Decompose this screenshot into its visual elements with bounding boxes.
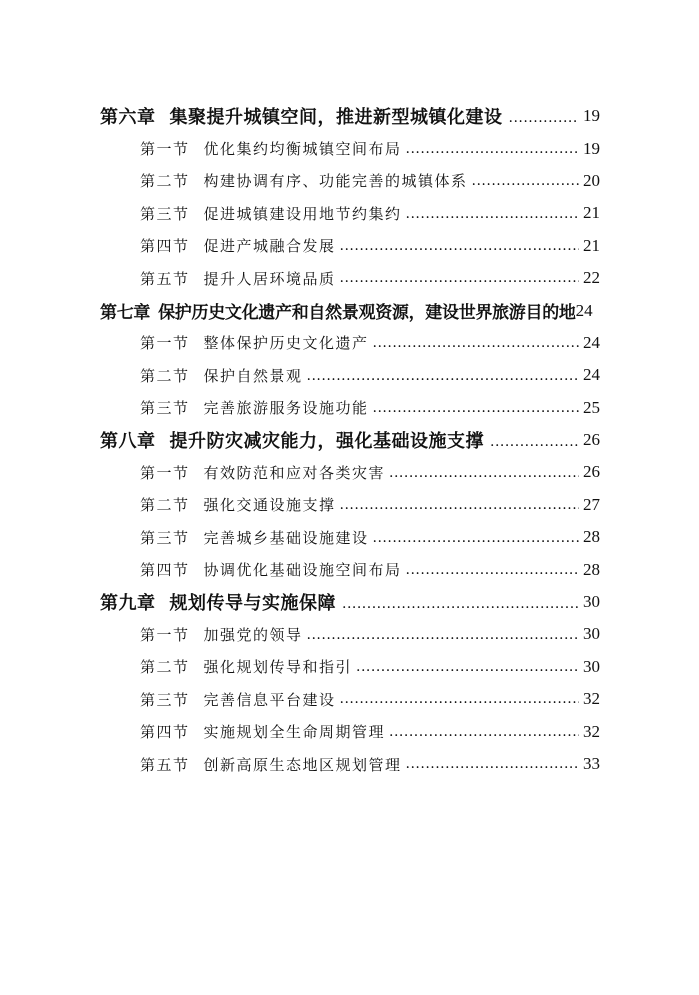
dot-leader	[509, 106, 580, 126]
section-number: 第四节	[140, 237, 190, 256]
dot-leader	[472, 173, 579, 190]
chapter-title: 保护历史文化遗产和自然景观资源，建设世界旅游目的地	[158, 303, 576, 324]
table-of-contents	[0, 100, 699, 780]
toc-section-9-4[interactable]	[0, 715, 600, 747]
toc-section-8-3[interactable]	[0, 521, 600, 553]
toc-section-8-2[interactable]	[0, 489, 600, 521]
section-number: 第五节	[140, 269, 190, 288]
section-title: 创新高原生态地区规划管理	[203, 755, 402, 774]
toc-section-6-3[interactable]	[0, 197, 600, 229]
chapter-number: 第七章	[100, 303, 151, 324]
section-number: 第一节	[140, 463, 190, 482]
toc-chapter-8[interactable]	[0, 424, 600, 456]
page-number: 25	[583, 397, 600, 417]
dot-leader	[340, 270, 579, 287]
dot-leader	[340, 691, 579, 708]
chapter-number: 第八章	[100, 431, 156, 453]
chapter-title: 提升防灾减灾能力，强化基础设施支撑	[169, 431, 484, 453]
page-number: 32	[583, 721, 600, 741]
dot-leader	[406, 756, 579, 773]
section-title: 有效防范和应对各类灾害	[203, 463, 386, 482]
toc-chapter-9[interactable]	[0, 586, 600, 618]
page-number: 21	[583, 235, 600, 255]
section-title: 促进城镇建设用地节约集约	[203, 204, 402, 223]
section-number: 第三节	[140, 690, 190, 709]
section-title: 完善信息平台建设	[203, 690, 336, 709]
dot-leader	[373, 529, 579, 546]
section-number: 第二节	[140, 366, 190, 385]
dot-leader	[340, 238, 579, 255]
section-title: 完善城乡基础设施建设	[203, 528, 369, 547]
toc-section-9-5[interactable]	[0, 748, 600, 780]
toc-section-7-1[interactable]	[0, 327, 600, 359]
page-number: 27	[583, 494, 600, 514]
dot-leader	[373, 399, 579, 416]
page-number: 20	[583, 170, 600, 190]
section-title: 完善旅游服务设施功能	[203, 399, 369, 418]
section-number: 第三节	[140, 204, 190, 223]
section-number: 第一节	[140, 334, 190, 353]
toc-section-7-3[interactable]	[0, 392, 600, 424]
dot-leader	[340, 497, 579, 514]
section-title: 加强党的领导	[203, 625, 303, 644]
dot-leader	[406, 205, 579, 222]
page-number: 26	[583, 462, 600, 482]
section-title: 强化交通设施支撑	[203, 496, 336, 515]
toc-section-9-1[interactable]	[0, 618, 600, 650]
section-number: 第三节	[140, 528, 190, 547]
toc-section-6-1[interactable]	[0, 132, 600, 164]
toc-section-6-4[interactable]	[0, 230, 600, 262]
dot-leader	[389, 464, 579, 481]
dot-leader	[307, 367, 579, 384]
toc-chapter-7[interactable]	[0, 294, 600, 326]
section-number: 第二节	[140, 172, 190, 191]
page-number: 30	[583, 624, 600, 644]
section-number: 第四节	[140, 723, 190, 742]
dot-leader	[406, 140, 579, 157]
section-title: 构建协调有序、功能完善的城镇体系	[203, 172, 468, 191]
page-number: 32	[583, 689, 600, 709]
page-number: 19	[583, 106, 600, 126]
chapter-number: 第九章	[100, 593, 156, 615]
section-title: 整体保护历史文化遗产	[203, 334, 369, 353]
page-number: 21	[583, 203, 600, 223]
toc-section-9-3[interactable]	[0, 683, 600, 715]
section-title: 强化规划传导和指引	[203, 658, 353, 677]
chapter-title: 规划传导与实施保障	[169, 593, 336, 615]
dot-leader	[373, 335, 579, 352]
page-number: 26	[583, 430, 600, 450]
page-number: 24	[583, 365, 600, 385]
chapter-number: 第六章	[100, 107, 156, 129]
toc-section-7-2[interactable]	[0, 359, 600, 391]
page-number: 24	[583, 332, 600, 352]
page-number: 22	[583, 268, 600, 288]
section-number: 第二节	[140, 496, 190, 515]
section-number: 第四节	[140, 561, 190, 580]
page-number: 28	[583, 527, 600, 547]
page-number: 24	[575, 300, 593, 320]
section-number: 第五节	[140, 755, 190, 774]
section-number: 第一节	[140, 625, 190, 644]
section-title: 保护自然景观	[203, 366, 303, 385]
section-title: 优化集约均衡城镇空间布局	[203, 140, 402, 159]
toc-section-6-2[interactable]	[0, 165, 600, 197]
section-title: 实施规划全生命周期管理	[203, 723, 386, 742]
section-title: 协调优化基础设施空间布局	[203, 561, 402, 580]
dot-leader	[389, 723, 579, 740]
dot-leader	[342, 592, 579, 612]
toc-section-8-4[interactable]	[0, 553, 600, 585]
dot-leader	[356, 659, 579, 676]
page-number: 28	[583, 559, 600, 579]
section-number: 第一节	[140, 140, 190, 159]
page-number: 30	[583, 656, 600, 676]
toc-section-9-2[interactable]	[0, 651, 600, 683]
dot-leader	[307, 626, 579, 643]
page-number: 30	[583, 592, 600, 612]
section-title: 促进产城融合发展	[203, 237, 336, 256]
section-number: 第三节	[140, 399, 190, 418]
toc-chapter-6[interactable]	[0, 100, 600, 132]
section-title: 提升人居环境品质	[203, 269, 336, 288]
toc-section-8-1[interactable]	[0, 456, 600, 488]
page-number: 33	[583, 754, 600, 773]
chapter-title: 集聚提升城镇空间，推进新型城镇化建设	[169, 107, 503, 129]
dot-leader	[406, 561, 579, 578]
dot-leader	[490, 430, 579, 450]
section-number: 第二节	[140, 658, 190, 677]
page-number: 19	[583, 138, 600, 158]
toc-section-6-5[interactable]	[0, 262, 600, 294]
